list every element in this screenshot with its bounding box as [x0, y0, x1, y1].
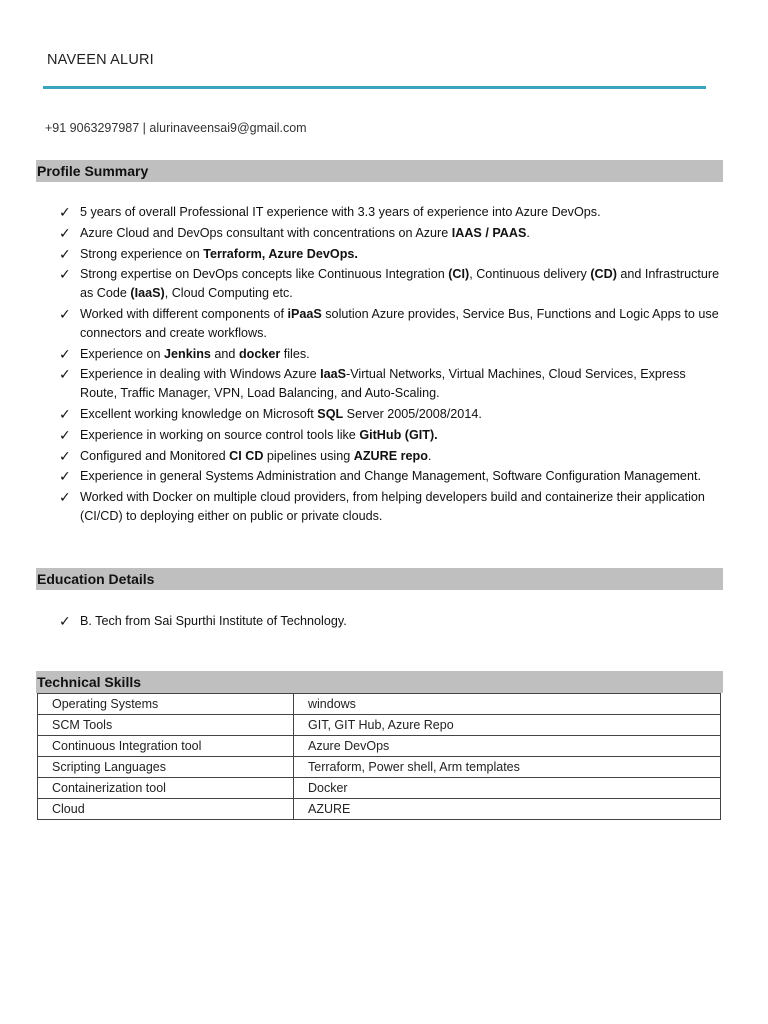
education-text — [58, 612, 726, 631]
profile-summary-text-part: , Cloud Computing etc. — [164, 286, 293, 301]
profile-summary-item — [58, 245, 726, 264]
skill-category-cell: SCM Tools — [38, 715, 294, 736]
skill-value-cell: AZURE — [294, 799, 721, 820]
profile-summary-text-part: Server 2005/2008/2014. — [343, 406, 482, 421]
profile-summary-item — [58, 447, 726, 466]
profile-summary-item — [58, 345, 726, 364]
profile-summary-bold-term: (IaaS) — [130, 286, 165, 301]
contact-line: +91 9063297987 | alurinaveensai9@gmail.com — [45, 121, 307, 135]
check-mark-icon: ✓ — [59, 204, 71, 220]
technical-skills-heading: Technical Skills — [37, 674, 142, 690]
skill-value-cell: Terraform, Power shell, Arm templates — [294, 757, 721, 778]
profile-summary-text-part: and — [210, 346, 239, 361]
profile-summary-item — [58, 224, 726, 243]
profile-summary-text-part: Experience in dealing with Windows Azure — [80, 367, 321, 382]
education-heading: Education Details — [37, 571, 155, 587]
profile-summary-bold-term: AZURE repo — [353, 448, 428, 463]
profile-summary-text — [58, 365, 726, 403]
profile-summary-bold-term: SQL — [317, 406, 344, 421]
profile-summary-text-part: -Virtual Networks, Virtual Machines, Cloud Services, Express Route, Traffic Manager, VPN, Load Balancing, and Auto-Scaling. — [80, 367, 686, 401]
profile-summary-item — [58, 426, 726, 445]
check-mark-icon: ✓ — [59, 305, 71, 322]
profile-summary-text-part: Worked with Docker on multiple cloud providers, from helping developers build and containerize their application (CI/CD) to deploying either on public or private clouds. — [80, 490, 705, 523]
skill-category-cell: Containerization tool — [38, 778, 294, 799]
profile-summary-bold-term: IAAS / PAAS — [451, 225, 527, 240]
skill-category-cell: Continuous Integration tool — [38, 736, 294, 757]
profile-summary-text-part: files. — [280, 346, 310, 361]
profile-summary-text-part: . — [427, 448, 432, 463]
profile-summary-item — [58, 488, 726, 526]
profile-summary-text-part: Worked with different components of — [80, 306, 288, 321]
profile-summary-text-part: . — [526, 225, 530, 240]
profile-summary-bold-term: (CI) — [448, 267, 470, 282]
technical-skills-table — [37, 693, 721, 820]
profile-summary-bold-term: IaaS — [320, 367, 347, 382]
profile-summary-text — [58, 245, 726, 264]
profile-summary-text-part: Excellent working knowledge on Microsoft — [80, 406, 318, 421]
profile-summary-item — [58, 265, 726, 303]
profile-summary-heading: Profile Summary — [37, 163, 149, 179]
profile-summary-item — [58, 305, 726, 343]
profile-summary-bold-term: iPaaS — [287, 306, 322, 321]
check-mark-icon: ✓ — [59, 266, 71, 283]
check-mark-icon: ✓ — [59, 366, 71, 383]
profile-summary-text — [58, 405, 726, 424]
profile-summary-bold-term: Terraform, Azure DevOps. — [203, 246, 358, 261]
header-divider — [43, 86, 706, 89]
skill-category-cell: Operating Systems — [38, 694, 294, 715]
check-mark-icon: ✓ — [59, 468, 71, 485]
education-text-part: B. Tech from Sai Spurthi Institute of Technology. — [80, 614, 347, 628]
skill-value-cell: Azure DevOps — [294, 736, 721, 757]
skill-value-cell: GIT, GIT Hub, Azure Repo — [294, 715, 721, 736]
skill-category-cell: Scripting Languages — [38, 757, 294, 778]
profile-summary-list — [58, 203, 726, 526]
profile-summary-text-part: Experience on — [80, 346, 165, 361]
table-row — [38, 736, 721, 757]
profile-summary-text-part: Experience in working on source control tools like — [80, 427, 360, 442]
profile-summary-text-part: Experience in general Systems Administration and Change Management, Software Configuration Management. — [80, 469, 701, 484]
check-mark-icon: ✓ — [59, 405, 71, 422]
candidate-name: NAVEEN ALURI — [47, 52, 154, 68]
check-mark-icon: ✓ — [59, 447, 71, 464]
profile-summary-text — [58, 224, 726, 243]
profile-summary-text-part: Strong expertise on DevOps concepts like Continuous Integration — [80, 267, 449, 282]
profile-summary-text — [58, 426, 726, 445]
profile-summary-item — [58, 467, 726, 486]
profile-summary-item — [58, 203, 726, 222]
education-bar — [36, 568, 723, 590]
profile-summary-text — [58, 305, 726, 343]
profile-summary-text-part: and Infrastructure as Code — [80, 267, 720, 301]
profile-summary-bold-term: Jenkins — [164, 346, 211, 361]
profile-summary-item — [58, 365, 726, 403]
profile-summary-text-part: 5 years of overall Professional IT experience with 3.3 years of experience into Azure DevOps. — [80, 205, 601, 219]
profile-summary-text — [58, 265, 726, 303]
profile-summary-text-part: , Continuous delivery — [469, 267, 591, 282]
profile-summary-bold-term: GitHub (GIT). — [359, 427, 438, 442]
profile-summary-bold-term: docker — [238, 346, 281, 361]
technical-skills-bar — [36, 671, 723, 693]
table-row — [38, 799, 721, 820]
table-row — [38, 778, 721, 799]
check-mark-icon: ✓ — [59, 489, 71, 506]
profile-summary-text — [58, 203, 726, 222]
check-mark-icon: ✓ — [59, 245, 71, 262]
check-mark-icon: ✓ — [59, 345, 71, 362]
skill-value-cell: windows — [294, 694, 721, 715]
profile-summary-bar — [36, 160, 723, 182]
table-row — [38, 694, 721, 715]
table-row — [38, 757, 721, 778]
profile-summary-bold-term: CI CD — [229, 448, 264, 463]
profile-summary-bold-term: (CD) — [590, 267, 617, 282]
profile-summary-text — [58, 345, 726, 364]
profile-summary-item — [58, 405, 726, 424]
profile-summary-text-part: Azure Cloud and DevOps consultant with concentrations on Azure — [80, 225, 452, 240]
table-row — [38, 715, 721, 736]
profile-summary-text — [58, 488, 726, 526]
check-mark-icon: ✓ — [59, 224, 71, 241]
profile-summary-text-part: pipelines using — [263, 448, 354, 463]
check-mark-icon: ✓ — [59, 426, 71, 443]
skill-category-cell: Cloud — [38, 799, 294, 820]
profile-summary-text-part: Configured and Monitored — [80, 448, 230, 463]
profile-summary-text — [58, 467, 726, 486]
profile-summary-text-part: Strong experience on — [80, 246, 204, 261]
profile-summary-text-part: solution Azure provides, Service Bus, Functions and Logic Apps to use connectors and create workflows. — [80, 306, 719, 340]
education-list — [58, 612, 726, 631]
profile-summary-text — [58, 447, 726, 466]
check-mark-icon: ✓ — [59, 613, 71, 629]
skill-value-cell: Docker — [294, 778, 721, 799]
education-item — [58, 612, 726, 631]
